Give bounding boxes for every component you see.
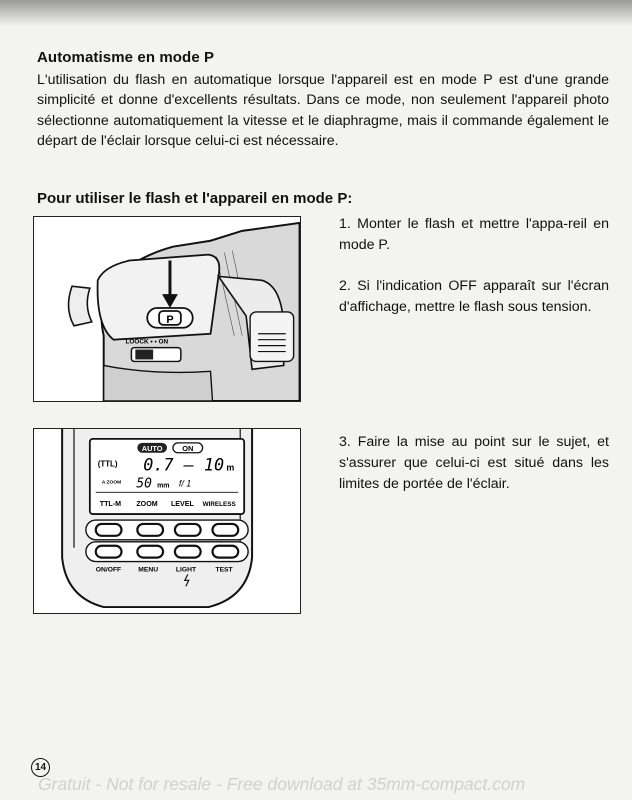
range-value: 0.7 – 10: [143, 454, 225, 475]
on-off-button: [96, 546, 122, 558]
function-label-menu: MENU: [138, 566, 159, 574]
mode-p-label: P: [166, 313, 174, 326]
subsection-title: Pour utiliser le flash et l'appareil en mode P:: [37, 190, 353, 207]
function-label-on-off: ON/OFF: [95, 566, 122, 574]
function-label-test: TEST: [215, 566, 233, 574]
camera-mode-figure: [33, 216, 301, 402]
lock-switch-label: LOOCK • • ON: [125, 338, 169, 346]
ttl-m-button: [96, 524, 122, 536]
zoom-button: [137, 524, 163, 536]
flash-panel-figure: [33, 428, 301, 614]
mode-label-ttl-m: TTL-M: [99, 500, 122, 509]
page-number: 14: [31, 758, 50, 777]
section-title: Automatisme en mode P: [37, 49, 215, 66]
mode-label-level: LEVEL: [170, 500, 194, 509]
step-2-text: 2. Si l'indication OFF apparaît sur l'écran d'affichage, mettre le flash sous tension.: [339, 278, 609, 315]
function-label-light: LIGHT: [175, 566, 197, 574]
aperture-value: f/ 1: [178, 478, 192, 489]
auto-badge: AUTO: [141, 443, 163, 453]
zoom-value: 50: [136, 476, 152, 492]
level-button: [175, 524, 201, 536]
watermark: Gratuit - Not for resale - Free download at 35mm-compact.com: [38, 774, 526, 794]
mode-label-zoom: ZOOM: [136, 500, 158, 509]
intro-paragraph: L'utilisation du flash en automatique lorsque l'appareil est en mode P est d'une grande simplicité et donne d'excellents résultats. Dans ce mode, non seulement l'appareil photo sélectionne automatiquement la vitesse et le diaphragme, mais il commande également le départ de l'éclair lorsque celui-ci est nécessaire.: [37, 72, 609, 149]
range-unit: m: [226, 462, 235, 473]
scan-top-band: [0, 0, 632, 26]
mode-label-wireless: WIRELESS: [202, 501, 236, 509]
on-badge: ON: [182, 443, 194, 453]
step-1-text: 1. Monter le flash et mettre l'appa-reil en mode P.: [339, 216, 609, 253]
wireless-button: [213, 524, 239, 536]
menu-button: [137, 546, 163, 558]
light-button: [175, 546, 201, 558]
zoom-unit: mm: [157, 482, 170, 490]
test-button: [213, 546, 239, 558]
ttl-label: (TTL): [97, 459, 118, 469]
step-3-text: 3. Faire la mise au point sur le sujet, et s'assurer que celui-ci est situé dans les limites de portée de l'éclair.: [339, 434, 609, 492]
zoom-label: A ZOOM: [101, 480, 122, 486]
